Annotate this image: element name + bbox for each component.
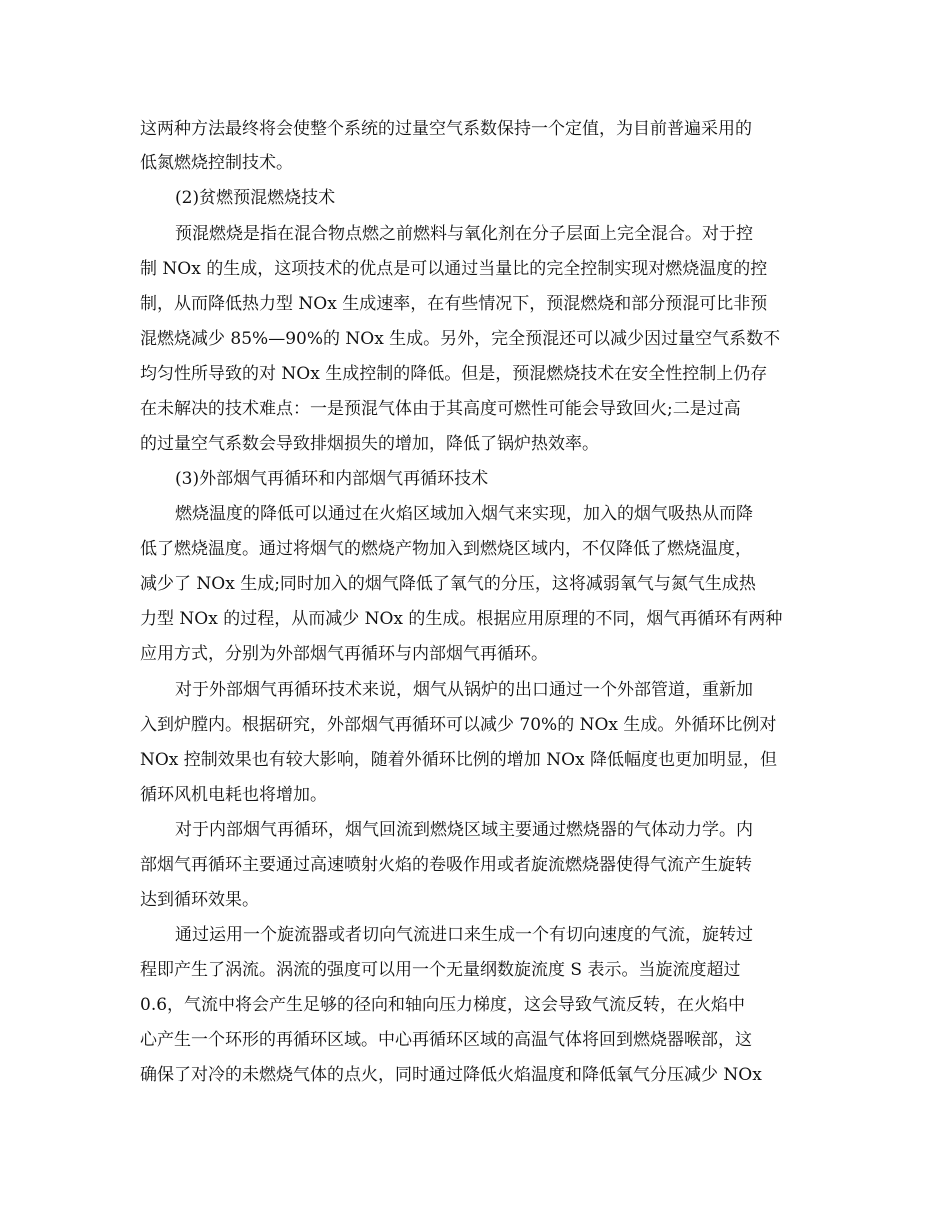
text-line <box>0 358 950 390</box>
text-line <box>0 428 950 460</box>
text-line <box>0 1059 950 1091</box>
text-line <box>0 498 950 530</box>
line-text: 制 NOx 的生成，这项技术的优点是可以通过当量比的完全控制实现对燃烧温度的控 <box>140 259 768 279</box>
heading-text: (2)贫燃预混燃烧技术 <box>175 188 336 208</box>
line-text: 这两种方法最终将会使整个系统的过量空气系数保持一个定值，为目前普遍采用的 <box>140 119 752 139</box>
line-text: 低氮燃烧控制技术。 <box>140 153 293 173</box>
heading-text: (3)外部烟气再循环和内部烟气再循环技术 <box>175 469 489 489</box>
line-text: 减少了 NOx 生成;同时加入的烟气降低了氧气的分压，这将减弱氧气与氮气生成热 <box>140 574 756 594</box>
text-line <box>0 989 950 1021</box>
line-text: 心产生一个环形的再循环区域。中心再循环区域的高温气体将回到燃烧器喉部，这 <box>140 1030 752 1050</box>
text-line <box>0 323 950 355</box>
line-text: 制，从而降低热力型 NOx 生成速率，在有些情况下，预混燃烧和部分预混可比非预 <box>140 294 768 314</box>
line-text: 循环风机电耗也将增加。 <box>140 785 327 805</box>
text-line <box>0 1024 950 1056</box>
text-line <box>0 113 950 145</box>
text-line <box>0 288 950 320</box>
text-line <box>0 744 950 776</box>
section-heading <box>0 463 950 495</box>
text-line <box>0 954 950 986</box>
text-line <box>0 884 950 916</box>
text-line <box>0 919 950 951</box>
line-text: 低了燃烧温度。通过将烟气的燃烧产物加入到燃烧区域内，不仅降低了燃烧温度， <box>140 539 752 559</box>
line-text: 燃烧温度的降低可以通过在火焰区域加入烟气来实现，加入的烟气吸热从而降 <box>175 504 753 524</box>
line-text: NOx 控制效果也有较大影响，随着外循环比例的增加 NOx 降低幅度也更加明显，但 <box>140 750 778 770</box>
text-line <box>0 568 950 600</box>
line-text: 在未解决的技术难点：一是预混气体由于其高度可燃性可能会导致回火;二是过高 <box>140 399 741 419</box>
line-text: 预混燃烧是指在混合物点燃之前燃料与氧化剂在分子层面上完全混合。对于控 <box>175 224 753 244</box>
line-text: 的过量空气系数会导致排烟损失的增加，降低了锅炉热效率。 <box>140 434 599 454</box>
line-text: 部烟气再循环主要通过高速喷射火焰的卷吸作用或者旋流燃烧器使得气流产生旋转 <box>140 855 752 875</box>
line-text: 达到循环效果。 <box>140 890 259 910</box>
line-text: 通过运用一个旋流器或者切向气流进口来生成一个有切向速度的气流，旋转过 <box>175 925 753 945</box>
text-line <box>0 253 950 285</box>
line-text: 对于内部烟气再循环，烟气回流到燃烧区域主要通过燃烧器的气体动力学。内 <box>175 820 753 840</box>
line-text: 混燃烧减少 85%—90%的 NOx 生成。另外，完全预混还可以减少因过量空气系数不 <box>140 329 781 349</box>
line-text: 应用方式，分别为外部烟气再循环与内部烟气再循环。 <box>140 644 548 664</box>
text-line <box>0 218 950 250</box>
line-text: 0.6，气流中将会产生足够的径向和轴向压力梯度，这会导致气流反转，在火焰中 <box>140 995 746 1015</box>
text-line <box>0 814 950 846</box>
line-text: 对于外部烟气再循环技术来说，烟气从锅炉的出口通过一个外部管道，重新加 <box>175 680 753 700</box>
text-line <box>0 709 950 741</box>
line-text: 力型 NOx 的过程，从而减少 NOx 的生成。根据应用原理的不同，烟气再循环有两种 <box>140 609 783 629</box>
text-line <box>0 147 950 179</box>
line-text: 入到炉膛内。根据研究，外部烟气再循环可以减少 70%的 NOx 生成。外循环比例对 <box>140 715 777 735</box>
text-line <box>0 393 950 425</box>
line-text: 确保了对冷的未燃烧气体的点火，同时通过降低火焰温度和降低氧气分压减少 NOx <box>140 1065 762 1085</box>
line-text: 均匀性所导致的对 NOx 生成控制的降低。但是，预混燃烧技术在安全性控制上仍存 <box>140 364 768 384</box>
text-line <box>0 674 950 706</box>
text-line <box>0 779 950 811</box>
line-text: 程即产生了涡流。涡流的强度可以用一个无量纲数旋流度 S 表示。当旋流度超过 <box>140 960 741 980</box>
text-line <box>0 849 950 881</box>
text-line <box>0 638 950 670</box>
text-line <box>0 603 950 635</box>
section-heading <box>0 182 950 214</box>
text-line <box>0 533 950 565</box>
